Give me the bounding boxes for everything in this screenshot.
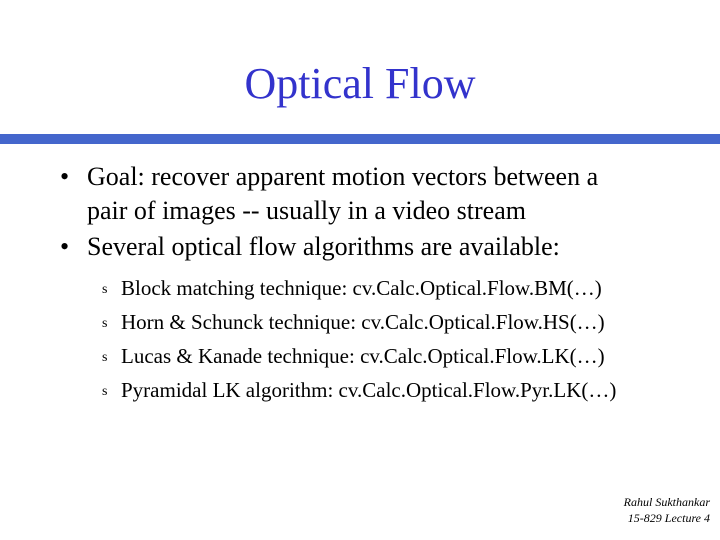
sub-bullet-text: Pyramidal LK algorithm: cv.Calc.Optical.Flow.Pyr.LK(…) [121, 378, 617, 402]
sub-bullet-text: Horn & Schunck technique: cv.Calc.Optical.Flow.HS(…) [121, 310, 605, 334]
bullet-marker: • [60, 162, 70, 191]
bullet-marker: • [60, 232, 70, 261]
sub-bullet-marker: s [102, 316, 108, 331]
sub-bullet-marker: s [102, 384, 108, 399]
bullet-text-line: Goal: recover apparent motion vectors between a [87, 162, 599, 191]
slide-title: Optical Flow [244, 59, 476, 108]
sub-bullet-text: Lucas & Kanade technique: cv.Calc.Optical.Flow.LK(…) [121, 344, 605, 368]
footer-course: 15-829 Lecture 4 [627, 511, 710, 525]
title-divider [0, 134, 720, 144]
bullet-text-line: pair of images -- usually in a video stream [87, 196, 526, 225]
sub-bullet-marker: s [102, 282, 108, 297]
sub-bullet-marker: s [102, 350, 108, 365]
bullet-text-line: Several optical flow algorithms are available: [87, 232, 560, 261]
slide-footer [624, 494, 710, 526]
footer-author: Rahul Sukthankar [623, 495, 710, 509]
sub-bullet-text: Block matching technique: cv.Calc.Optical.Flow.BM(…) [121, 276, 602, 300]
